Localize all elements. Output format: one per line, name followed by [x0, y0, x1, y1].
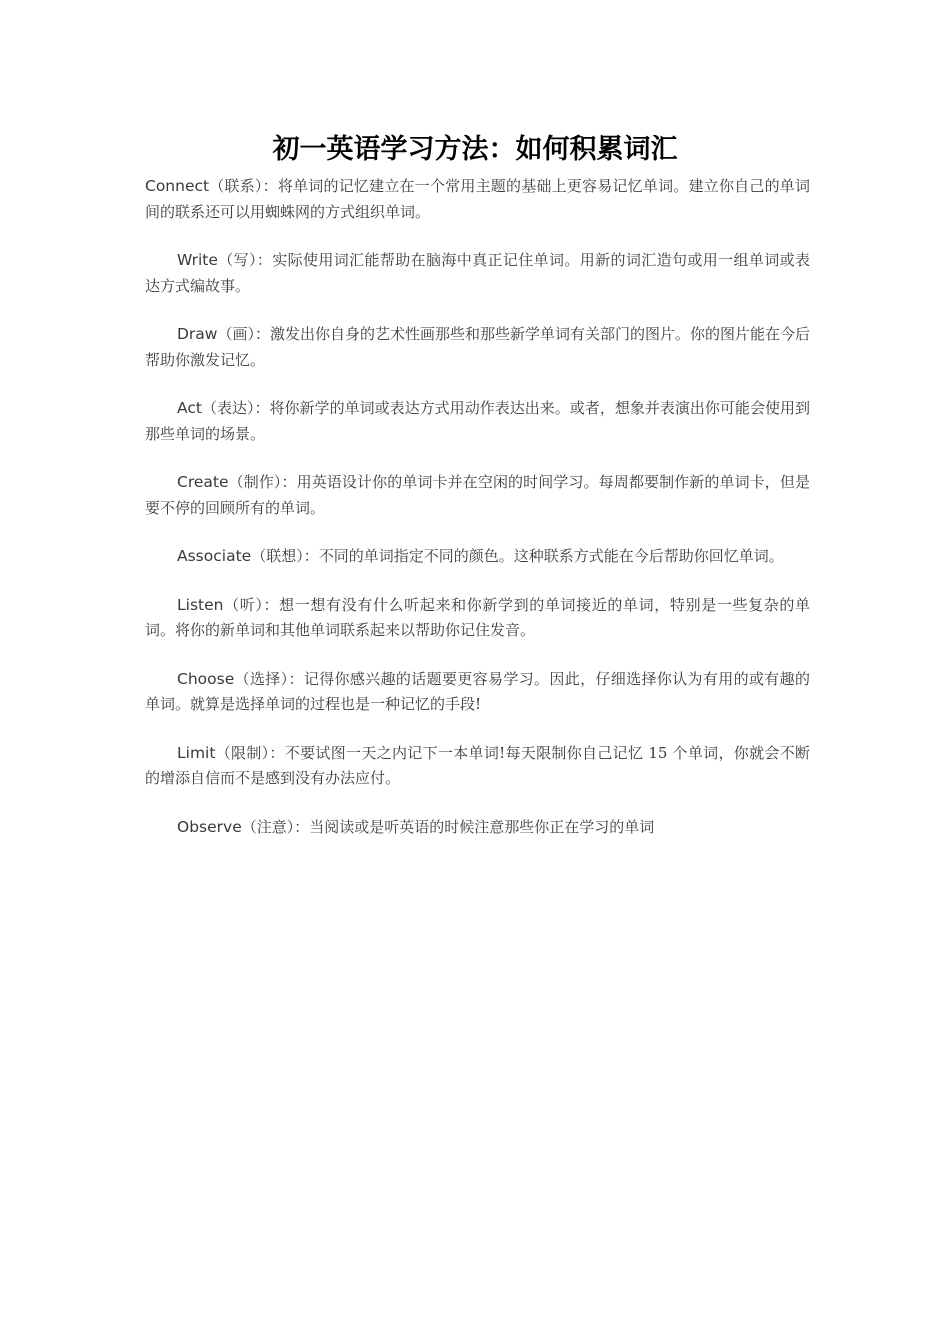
- term-act: Act: [177, 399, 202, 417]
- paragraph-associate: [145, 544, 810, 570]
- paragraph-create: [145, 470, 810, 521]
- paragraph-text: （注意）：当阅读或是听英语的时候注意那些你正在学习的单词: [241, 817, 655, 836]
- term-connect: Connect: [145, 177, 210, 195]
- paragraph-draw: [145, 322, 810, 373]
- paragraph-listen: [145, 593, 810, 644]
- paragraph-text: （画）：激发出你自身的艺术性画那些和那些新学单词有关部门的图片。你的图片能在今后帮助你激发记忆。: [145, 325, 810, 369]
- term-write: Write: [177, 251, 218, 269]
- document-body: [145, 174, 810, 863]
- paragraph-observe: [145, 815, 810, 841]
- term-limit: Limit: [177, 743, 216, 762]
- paragraph-limit: [145, 741, 810, 792]
- paragraph-text: （制作）：用英语设计你的单词卡并在空闲的时间学习。每周都要制作新的单词卡，但是要不停的回顾所有的单词。: [145, 473, 810, 517]
- term-draw: Draw: [177, 325, 218, 343]
- term-listen: Listen: [177, 595, 224, 614]
- paragraph-text: （联想）：不同的单词指定不同的颜色。这种联系方式能在今后帮助你回忆单词。: [251, 547, 784, 565]
- term-associate: Associate: [177, 547, 252, 565]
- paragraph-text: （限制）：不要试图一天之内记下一本单词!每天限制你自己记忆 15 个单词，你就会不断的增添自信而不是感到没有办法应付。: [145, 743, 810, 787]
- paragraph-connect: [145, 174, 810, 225]
- term-choose: Choose: [177, 669, 235, 688]
- paragraph-text: （表达）：将你新学的单词或表达方式用动作表达出来。或者，想象并表演出你可能会使用到那些单词的场景。: [145, 399, 810, 443]
- paragraph-text: （听）：想一想有没有什么听起来和你新学到的单词接近的单词，特别是一些复杂的单词。将你的新单词和其他单词联系起来以帮助你记住发音。: [145, 595, 810, 639]
- term-observe: Observe: [177, 817, 242, 836]
- document-title: 初一英语学习方法：如何积累词汇: [272, 134, 678, 165]
- paragraph-text: （联系）：将单词的记忆建立在一个常用主题的基础上更容易记忆单词。建立你自己的单词间的联系还可以用蜘蛛网的方式组织单词。: [145, 177, 810, 221]
- paragraph-choose: [145, 667, 810, 718]
- paragraph-write: [145, 248, 810, 299]
- paragraph-act: [145, 396, 810, 447]
- term-create: Create: [177, 473, 229, 491]
- paragraph-text: （选择）：记得你感兴趣的话题要更容易学习。因此，仔细选择你认为有用的或有趣的单词。就算是选择单词的过程也是一种记忆的手段!: [145, 669, 810, 713]
- paragraph-text: （写）：实际使用词汇能帮助在脑海中真正记住单词。用新的词汇造句或用一组单词或表达方式编故事。: [145, 251, 810, 295]
